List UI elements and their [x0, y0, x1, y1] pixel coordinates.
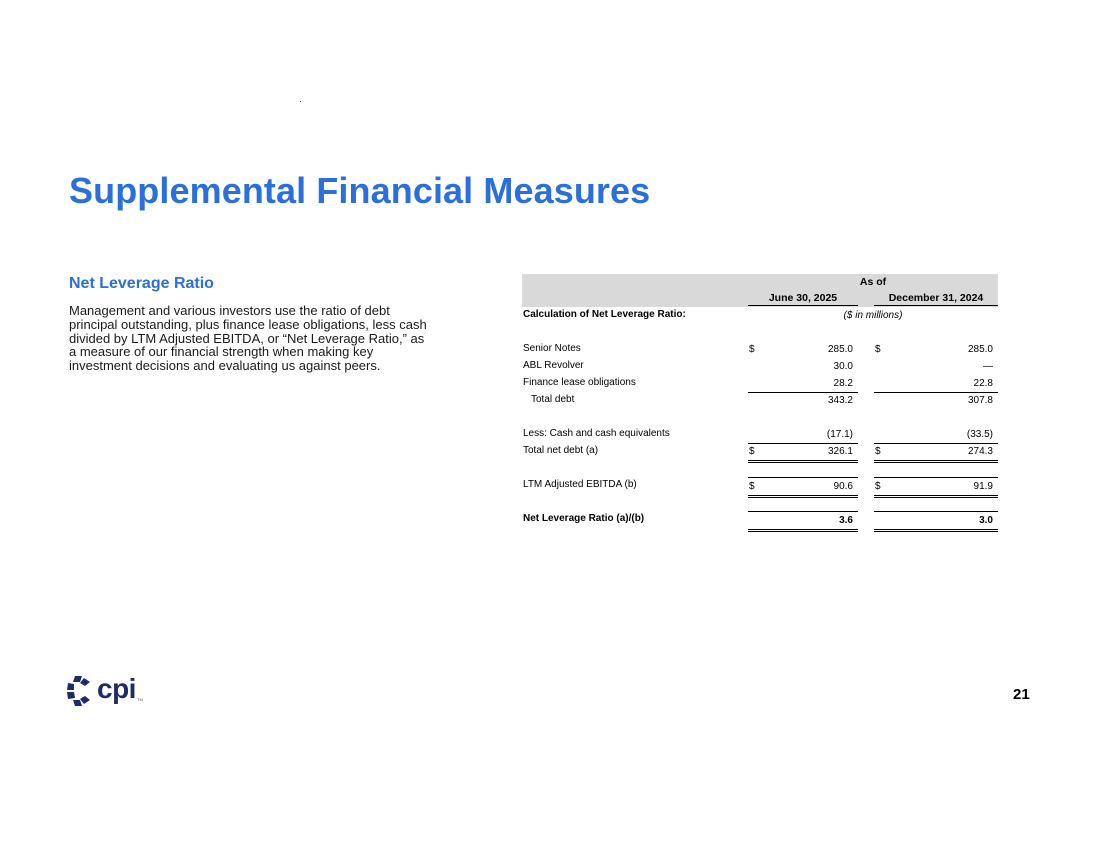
value-june-2025: 30.0 [833, 361, 853, 372]
value-dec-2024: 91.9 [973, 481, 993, 492]
value-june-2025: 326.1 [827, 446, 853, 457]
logo-trademark: TM [137, 697, 143, 702]
value-dec-2024: 274.3 [967, 446, 993, 457]
row-label: Senior Notes [523, 343, 581, 354]
stray-dot [300, 101, 301, 102]
cpi-logo [66, 675, 156, 709]
currency-symbol: $ [875, 481, 881, 492]
table-row-abl-revolver [522, 358, 998, 375]
value-dec-2024: 285.0 [967, 344, 993, 355]
value-dec-2024: — [983, 361, 993, 372]
value-june-2025: 28.2 [833, 378, 853, 389]
calc-label: Calculation of Net Leverage Ratio: [523, 309, 686, 320]
table-row-finance-lease [522, 375, 998, 392]
row-label: Total net debt (a) [523, 445, 599, 456]
row-label: ABL Revolver [523, 360, 584, 371]
value-dec-2024: 3.0 [979, 515, 993, 526]
table-row-net-leverage [522, 511, 998, 528]
as-of-label: As of [859, 276, 887, 288]
row-label: Finance lease obligations [523, 377, 636, 388]
column-header-june-2025: June 30, 2025 [748, 291, 858, 306]
row-label: Total debt [531, 394, 575, 405]
row-label: LTM Adjusted EBITDA (b) [523, 479, 637, 490]
table-row-total-debt [522, 392, 998, 409]
units-note: ($ in millions) [843, 310, 903, 321]
table-column-headers [522, 290, 998, 307]
table-row-total-net-debt [522, 443, 998, 460]
value-june-2025: (17.1) [826, 429, 853, 440]
currency-symbol: $ [749, 344, 755, 355]
section-heading: Net Leverage Ratio [69, 275, 214, 292]
currency-symbol: $ [875, 344, 881, 355]
value-dec-2024: 22.8 [973, 378, 993, 389]
section-description: Management and various investors use the ratio of debt principal outstanding, plus finance lease obligations, less cash divided by LTM Adjusted EBITDA, or “Net Leverage Ratio,” as a measure of our financial strength when making key investment decisions and evaluating us against peers. [69, 303, 427, 374]
value-june-2025: 343.2 [827, 395, 853, 406]
value-dec-2024: 307.8 [967, 395, 993, 406]
row-label: Net Leverage Ratio (a)/(b) [523, 513, 645, 524]
calc-label-row [522, 307, 998, 324]
table-row-ltm-ebitda [522, 477, 998, 494]
column-header-dec-2024: December 31, 2024 [874, 291, 998, 306]
page-number: 21 [1013, 686, 1030, 703]
currency-symbol: $ [875, 446, 881, 457]
table-group-header [522, 274, 998, 290]
currency-symbol: $ [749, 446, 755, 457]
value-june-2025: 3.6 [839, 515, 853, 526]
table-row-senior-notes [522, 341, 998, 358]
currency-symbol: $ [749, 481, 755, 492]
value-june-2025: 285.0 [827, 344, 853, 355]
value-june-2025: 90.6 [833, 481, 853, 492]
page-title: Supplemental Financial Measures [69, 170, 651, 211]
row-label: Less: Cash and cash equivalents [523, 428, 670, 439]
value-dec-2024: (33.5) [966, 429, 993, 440]
logo-wordmark: cpi [97, 673, 136, 704]
table-row-less-cash [522, 426, 998, 443]
cpi-logo-icon [66, 675, 96, 707]
net-leverage-table [522, 274, 998, 528]
